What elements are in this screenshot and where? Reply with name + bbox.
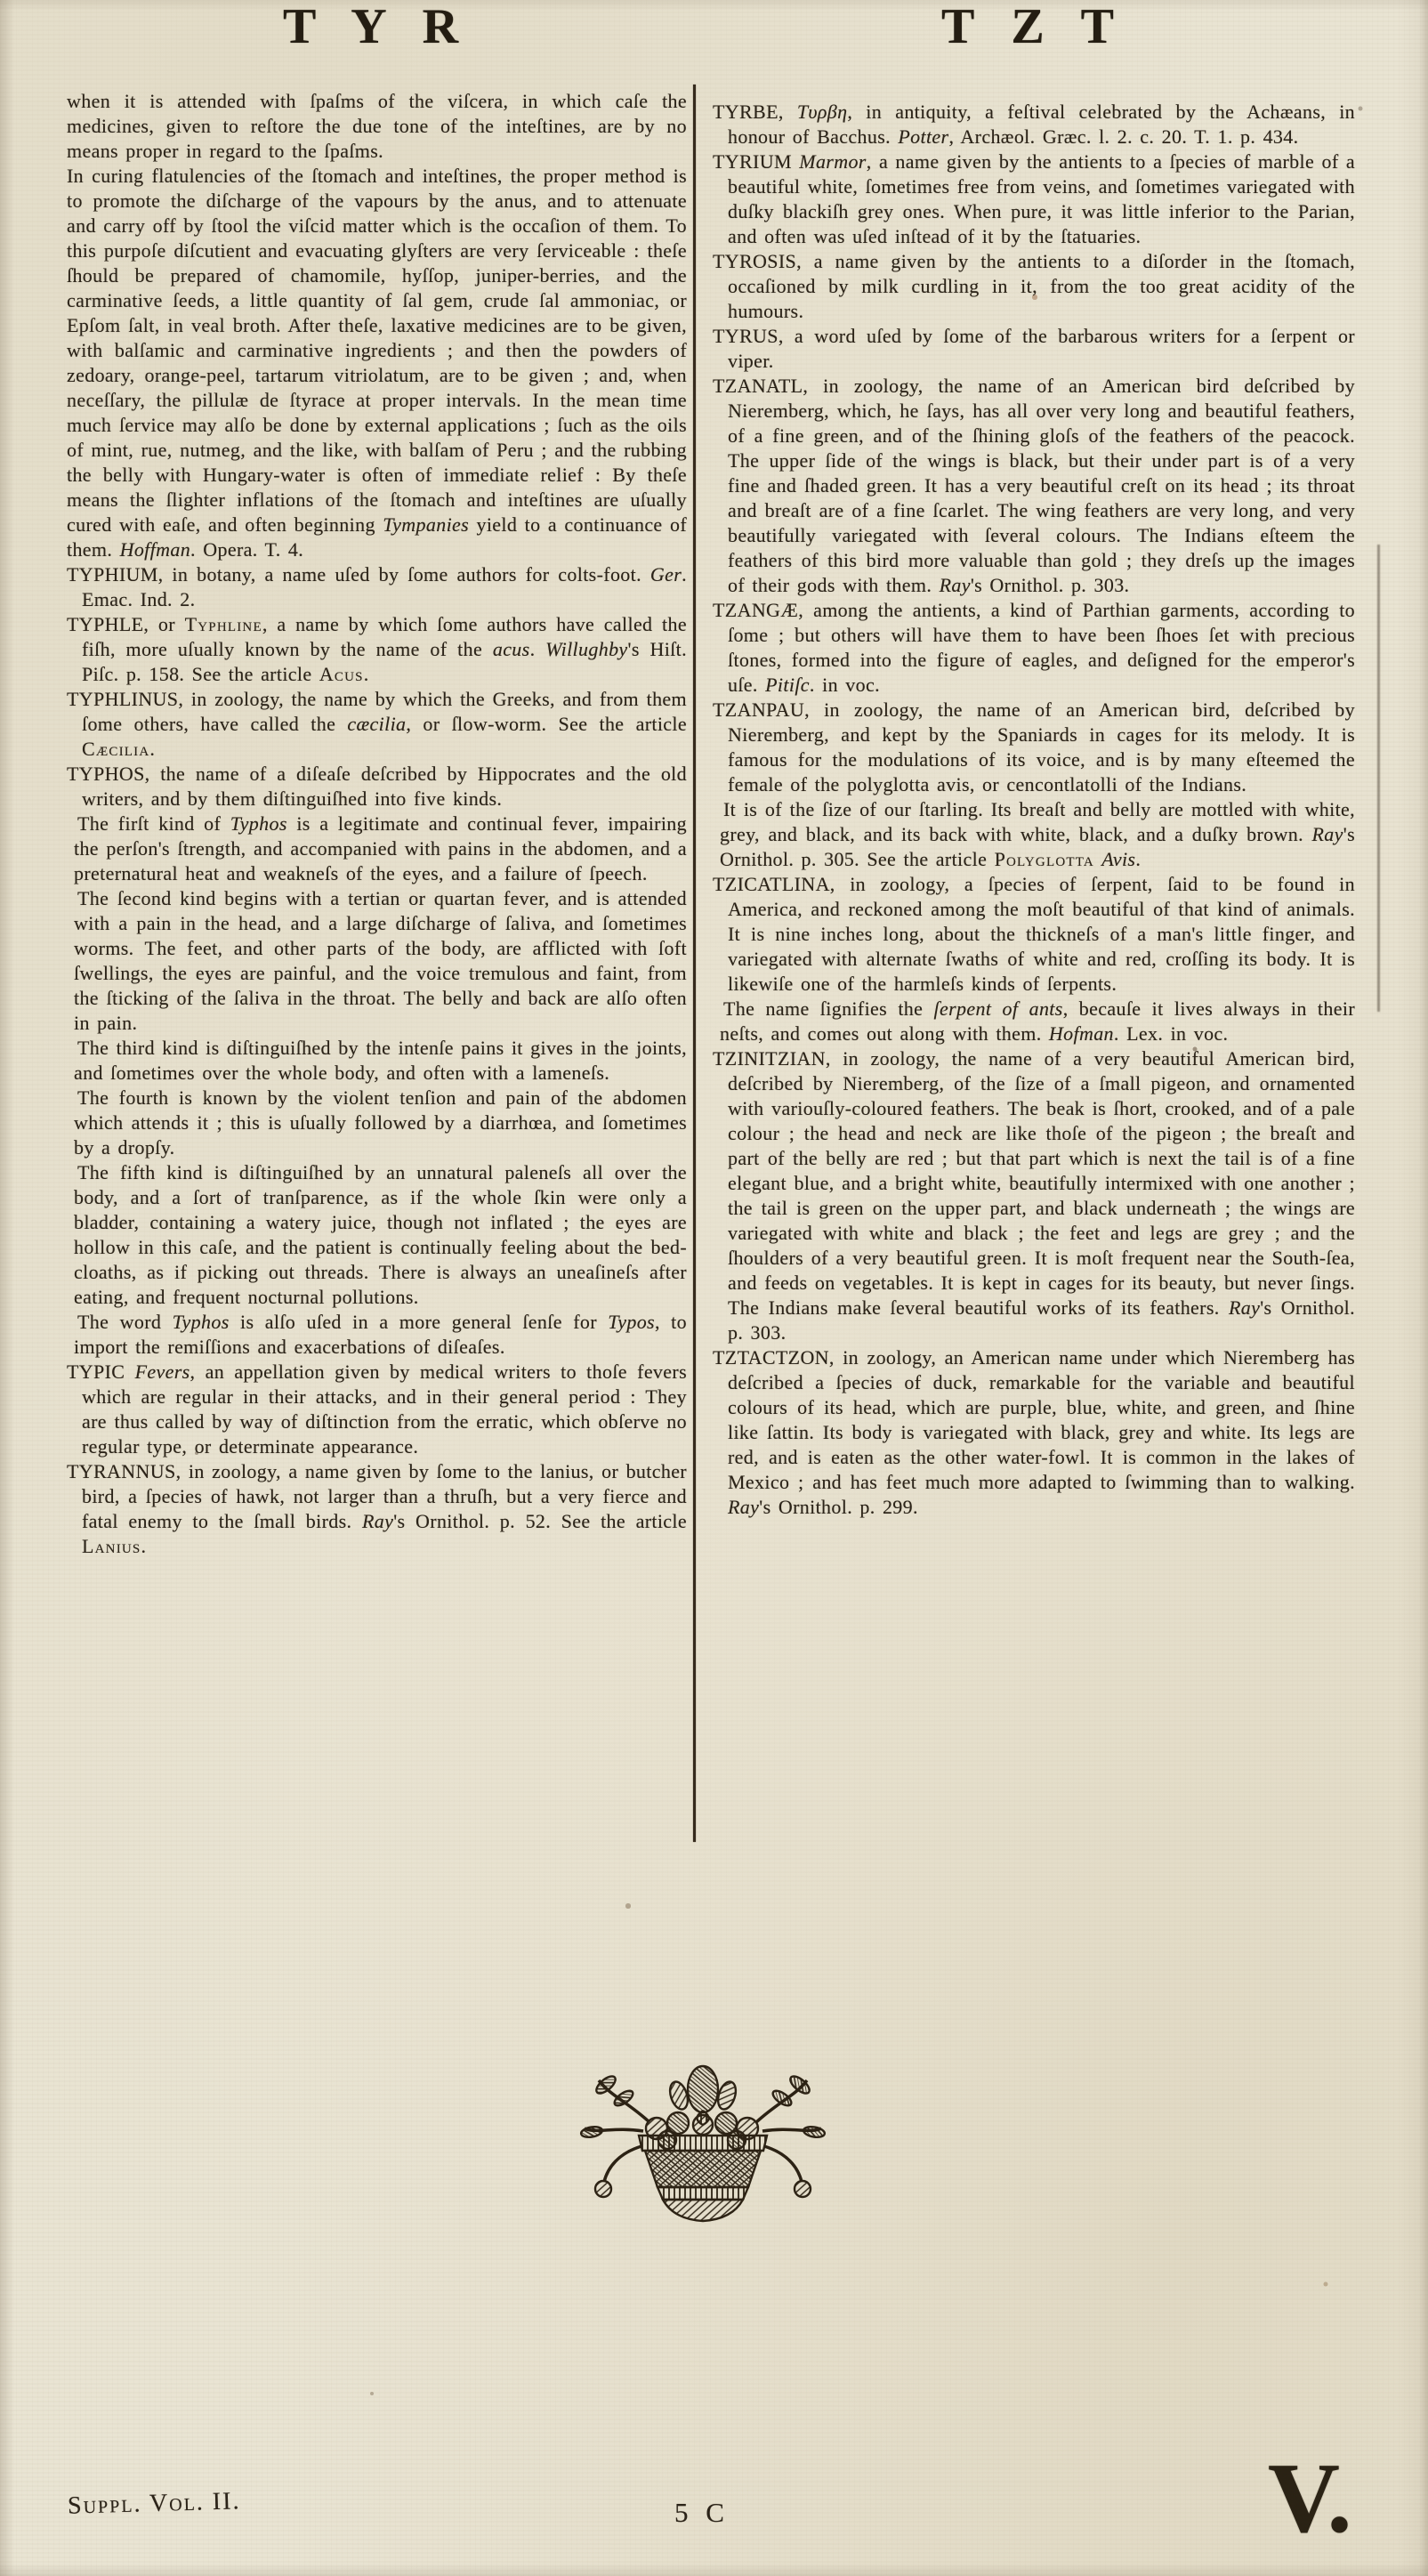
entry-tzangae: TZANGÆ, among the antients, a kind of Parthian garments, according to ſome ; but others will have them to have been ſhoes ſet with precious ſtones, formed into the figure of eagles, and deſigned for the emperor's uſe. Pitiſc. in voc. xyxy=(713,599,1355,696)
paper-specks xyxy=(0,0,2,2)
entry-tztactzon: TZTACTZON, in zoology, an American name under which Nieremberg has deſcribed a ſpecies of duck, remarkable for the variable and beautiful colours of its head, which are purple, blue, white, and green, and ſhine like ſattin. Its body is variegated with black, grey and white. Its legs are red, and is eaten as the other water-fowl. It is common in the lakes of Mexico ; and has feet much more adapted to ſwimming than to walking. Ray's Ornithol. p. 299. xyxy=(713,1346,1355,1518)
paragraph-typhos-general: The word Typhos is alſo uſed in a more general ſenſe for Typos, to import the remiſſions and exacerbations of diſeaſes. xyxy=(74,1311,687,1358)
left-column xyxy=(67,89,687,1559)
entry-typhium: TYPHIUM, in botany, a name uſed by ſome authors for colts-foot. Ger. Emac. Ind. 2. xyxy=(67,563,687,610)
footer-volume-label: Suppl. Vol. II. xyxy=(67,2487,241,2520)
running-head-right: T Z T xyxy=(940,0,1127,54)
paragraph-typhos-third-kind: The third kind is diſtinguiſhed by the intenſe pains it gives in the joints, and ſometimes over the whole body, and often with a lameneſs. xyxy=(74,1037,687,1084)
paragraph-continuation: when it is attended with ſpaſms of the viſcera, in which caſe the medicines, given to reſtore the due tone of the inteſtines, are by no means proper in regard to the ſpaſms. xyxy=(67,90,687,162)
entry-typhle: TYPHLE, or Typhline, a name by which ſome authors have called the fiſh, more uſually known by the name of the acus. Willughby's Hiſt. Piſc. p. 158. See the article Acus. xyxy=(67,613,687,685)
entry-tzinitzian: TZINITZIAN, in zoology, the name of a very beautiful American bird, deſcribed by Nieremberg, of the ſize of a ſmall pigeon, and ornamented with variouſly-coloured feathers. The beak is ſhort, crooked, and of a pale colour ; the head and neck are like thoſe of the pigeon ; the breaſt and part of the belly are red ; but that part which is next the tail is of a fine elegant blue, and a bright white, beautifully intermixed with one another ; the tail is green on the upper part, and black underneath ; the wings are variegated with white and black ; the feet and legs are grey ; and the ſhoulders of a very beautiful green. It is moſt frequent near the South-ſea, and feeds on vegetables. It is kept in cages for its beauty, but never ſings. The Indians make ſeveral beautiful works of its feathers. Ray's Ornithol. p. 303. xyxy=(713,1047,1355,1344)
entry-tyrium-marmor: TYRIUM Marmor, a name given by the antients to a ſpecies of marble of a beautiful white, ſometimes free from veins, and ſometimes variegated with duſky blackiſh grey ones. When pure, it was little inferior to the Parian, and often was uſed inſtead of it by the ſtatuaries. xyxy=(713,150,1355,247)
footer-catchword: V. xyxy=(1268,2443,1352,2554)
running-head-left: T Y R xyxy=(282,0,472,54)
entry-tzicatlina: TZICATLINA, in zoology, a ſpecies of ſerpent, ſaid to be found in America, and reckoned among the moſt beautiful of that kind of animals. It is nine inches long, about the thickneſs of a man's little finger, and variegated with alternate ſwaths of white and red, croſſing its body. It is likewiſe one of the harmleſs kinds of ſerpents. xyxy=(713,873,1355,995)
page-edge-mark xyxy=(1377,545,1380,1012)
column-rule xyxy=(693,85,696,1842)
right-column xyxy=(713,100,1355,1520)
footer-signature-mark: 5 C xyxy=(674,2497,730,2528)
entry-tzanpau: TZANPAU, in zoology, the name of an American bird, deſcribed by Nieremberg, and kept by the Spaniards in cages for its melody. It is famous for the modulations of its voice, and is by many eſteemed the female of the polyglotta avis, or cencontlatolli of the Indians. xyxy=(713,699,1355,795)
entry-typhos: TYPHOS, the name of a diſeaſe deſcribed by Hippocrates and the old writers, and by them diſtinguiſhed into five kinds. xyxy=(67,763,687,810)
entry-tyrannus: TYRANNUS, in zoology, a name given by ſome to the lanius, or butcher bird, a ſpecies of hawk, not larger than a thruſh, but a very fierce and fatal enemy to the ſmall birds. Ray's Ornithol. p. 52. See the article Lanius. xyxy=(67,1460,687,1557)
entry-tyrbe: TYRBE, Τυρβη, in antiquity, a feſtival celebrated by the Achæans, in honour of Bacchus. Potter, Archæol. Græc. l. 2. c. 20. T. 1. p. 434. xyxy=(713,101,1356,148)
paragraph-curing-flatulencies: In curing flatulencies of the ſtomach and inteſtines, the proper method is to promote the diſcharge of the vapours by the anus, and to attenuate and carry off by ſtool the viſcid matter which is the occaſion of them. To this purpoſe diſcutient and evacuating glyſters are very ſerviceable : theſe ſhould be prepared of chamomile, hyſſop, juniper-berries, and the carminative ſeeds, a little quantity of ſal gem, crude ſal ammoniac, or Epſom ſalt, in veal broth. After theſe, laxative medicines are to be given, with balſamic and carminative ingredients ; and then the powders of zedoary, orange-peel, tartarum vitriolatum, are to be given ; and, when neceſſary, the pillulæ de ſtyrace at proper intervals. In the mean time much ſervice may alſo be done by external applications ; ſuch as the oils of mint, rue, nutmeg, and the like, with balſam of Peru ; and the rubbing the belly with Hungary-water is often of immediate relief : By theſe means the ſlighter inflations of the ſtomach and inteſtines are uſually cured with eaſe, and often beginning Tympanies yield to a continuance of them. Hoffman. Opera. T. 4. xyxy=(67,165,688,561)
paragraph-tzicatlina-name: The name ſignifies the ſerpent of ants, becauſe it lives always in their neſts, and comes out along with them. Hofman. Lex. in voc. xyxy=(720,997,1355,1045)
entry-tzanatl: TZANATL, in zoology, the name of an American bird deſcribed by Nieremberg, which, he ſays, has all over very long and beautiful feathers, of a fine green, and of the ſhining gloſs of the feathers of the peacock. The upper ſide of the wings is black, but their under part is of a very fine and ſhaded green. It has a very beautiful creſt on its head ; its throat and breaſt are of a fine ſcarlet. The wing feathers are very long, and very beautifully variegated with ſeveral colours. The Indians eſteem the feathers of this bird more valuable than gold ; they dreſs up the images of their gods with them. Ray's Ornithol. p. 303. xyxy=(713,375,1355,596)
entry-typic-fevers: TYPIC Fevers, an appellation given by medical writers to thoſe fevers which are regular in their attacks, and in their general period : They are thus called by way of diſtinction from the erratic, which obſerve no regular type, or determinate appearance. xyxy=(67,1361,687,1458)
paragraph-typhos-second-kind: The ſecond kind begins with a tertian or quartan fever, and is attended with a pain in the head, and a large diſcharge of ſaliva, and ſometimes worms. The feet, and other parts of the body, are afflicted with ſoft ſwellings, the eyes are painful, and the voice tremulous and faint, from the ſticking of the ſaliva in the throat. The belly and back are alſo often in pain. xyxy=(74,887,687,1034)
paragraph-typhos-first-kind: The firſt kind of Typhos is a legitimate and continual fever, impairing the perſon's ſtrength, and accompanied with pains in the abdomen, and a preternatural heat and weakneſs of the eyes, and a failure of ſpeech. xyxy=(74,812,687,884)
entry-tyrus: TYRUS, a word uſed by ſome of the barbarous writers for a ſerpent or viper. xyxy=(713,325,1355,372)
paragraph-typhos-fourth-kind: The fourth is known by the violent tenſion and pain of the abdomen which attends it ; this is uſually followed by a diarrhœa, and ſometimes by a dropſy. xyxy=(74,1086,687,1159)
entry-typhlinus: TYPHLINUS, in zoology, the name by which the Greeks, and from them ſome others, have called the cæcilia, or ſlow-worm. See the article Cæcilia. xyxy=(67,688,687,760)
basket-of-fruit-ornament-icon xyxy=(565,2047,841,2233)
paragraph-tzanpau-description: It is of the ſize of our ſtarling. Its breaſt and belly are mottled with white, grey, and black, and its back with white, black, and a duſky brown. Ray's Ornithol. p. 305. See the article Polyglotta Avis. xyxy=(720,798,1355,870)
paragraph-typhos-fifth-kind: The fifth kind is diſtinguiſhed by an unnatural paleneſs all over the body, and a ſort of tranſparence, as if the whole ſkin were only a bladder, containing a watery juice, though not inflated ; the eyes are hollow in this caſe, and the patient is continually feeling about the bed-cloaths, as if picking out threads. There is always an uneaſineſs after eating, and frequent nocturnal pollutions. xyxy=(74,1161,687,1308)
entry-tyrosis: TYROSIS, a name given by the antients to a diſorder in the ſtomach, occaſioned by milk curdling in it, from the too great acidity of the humours. xyxy=(713,250,1355,322)
